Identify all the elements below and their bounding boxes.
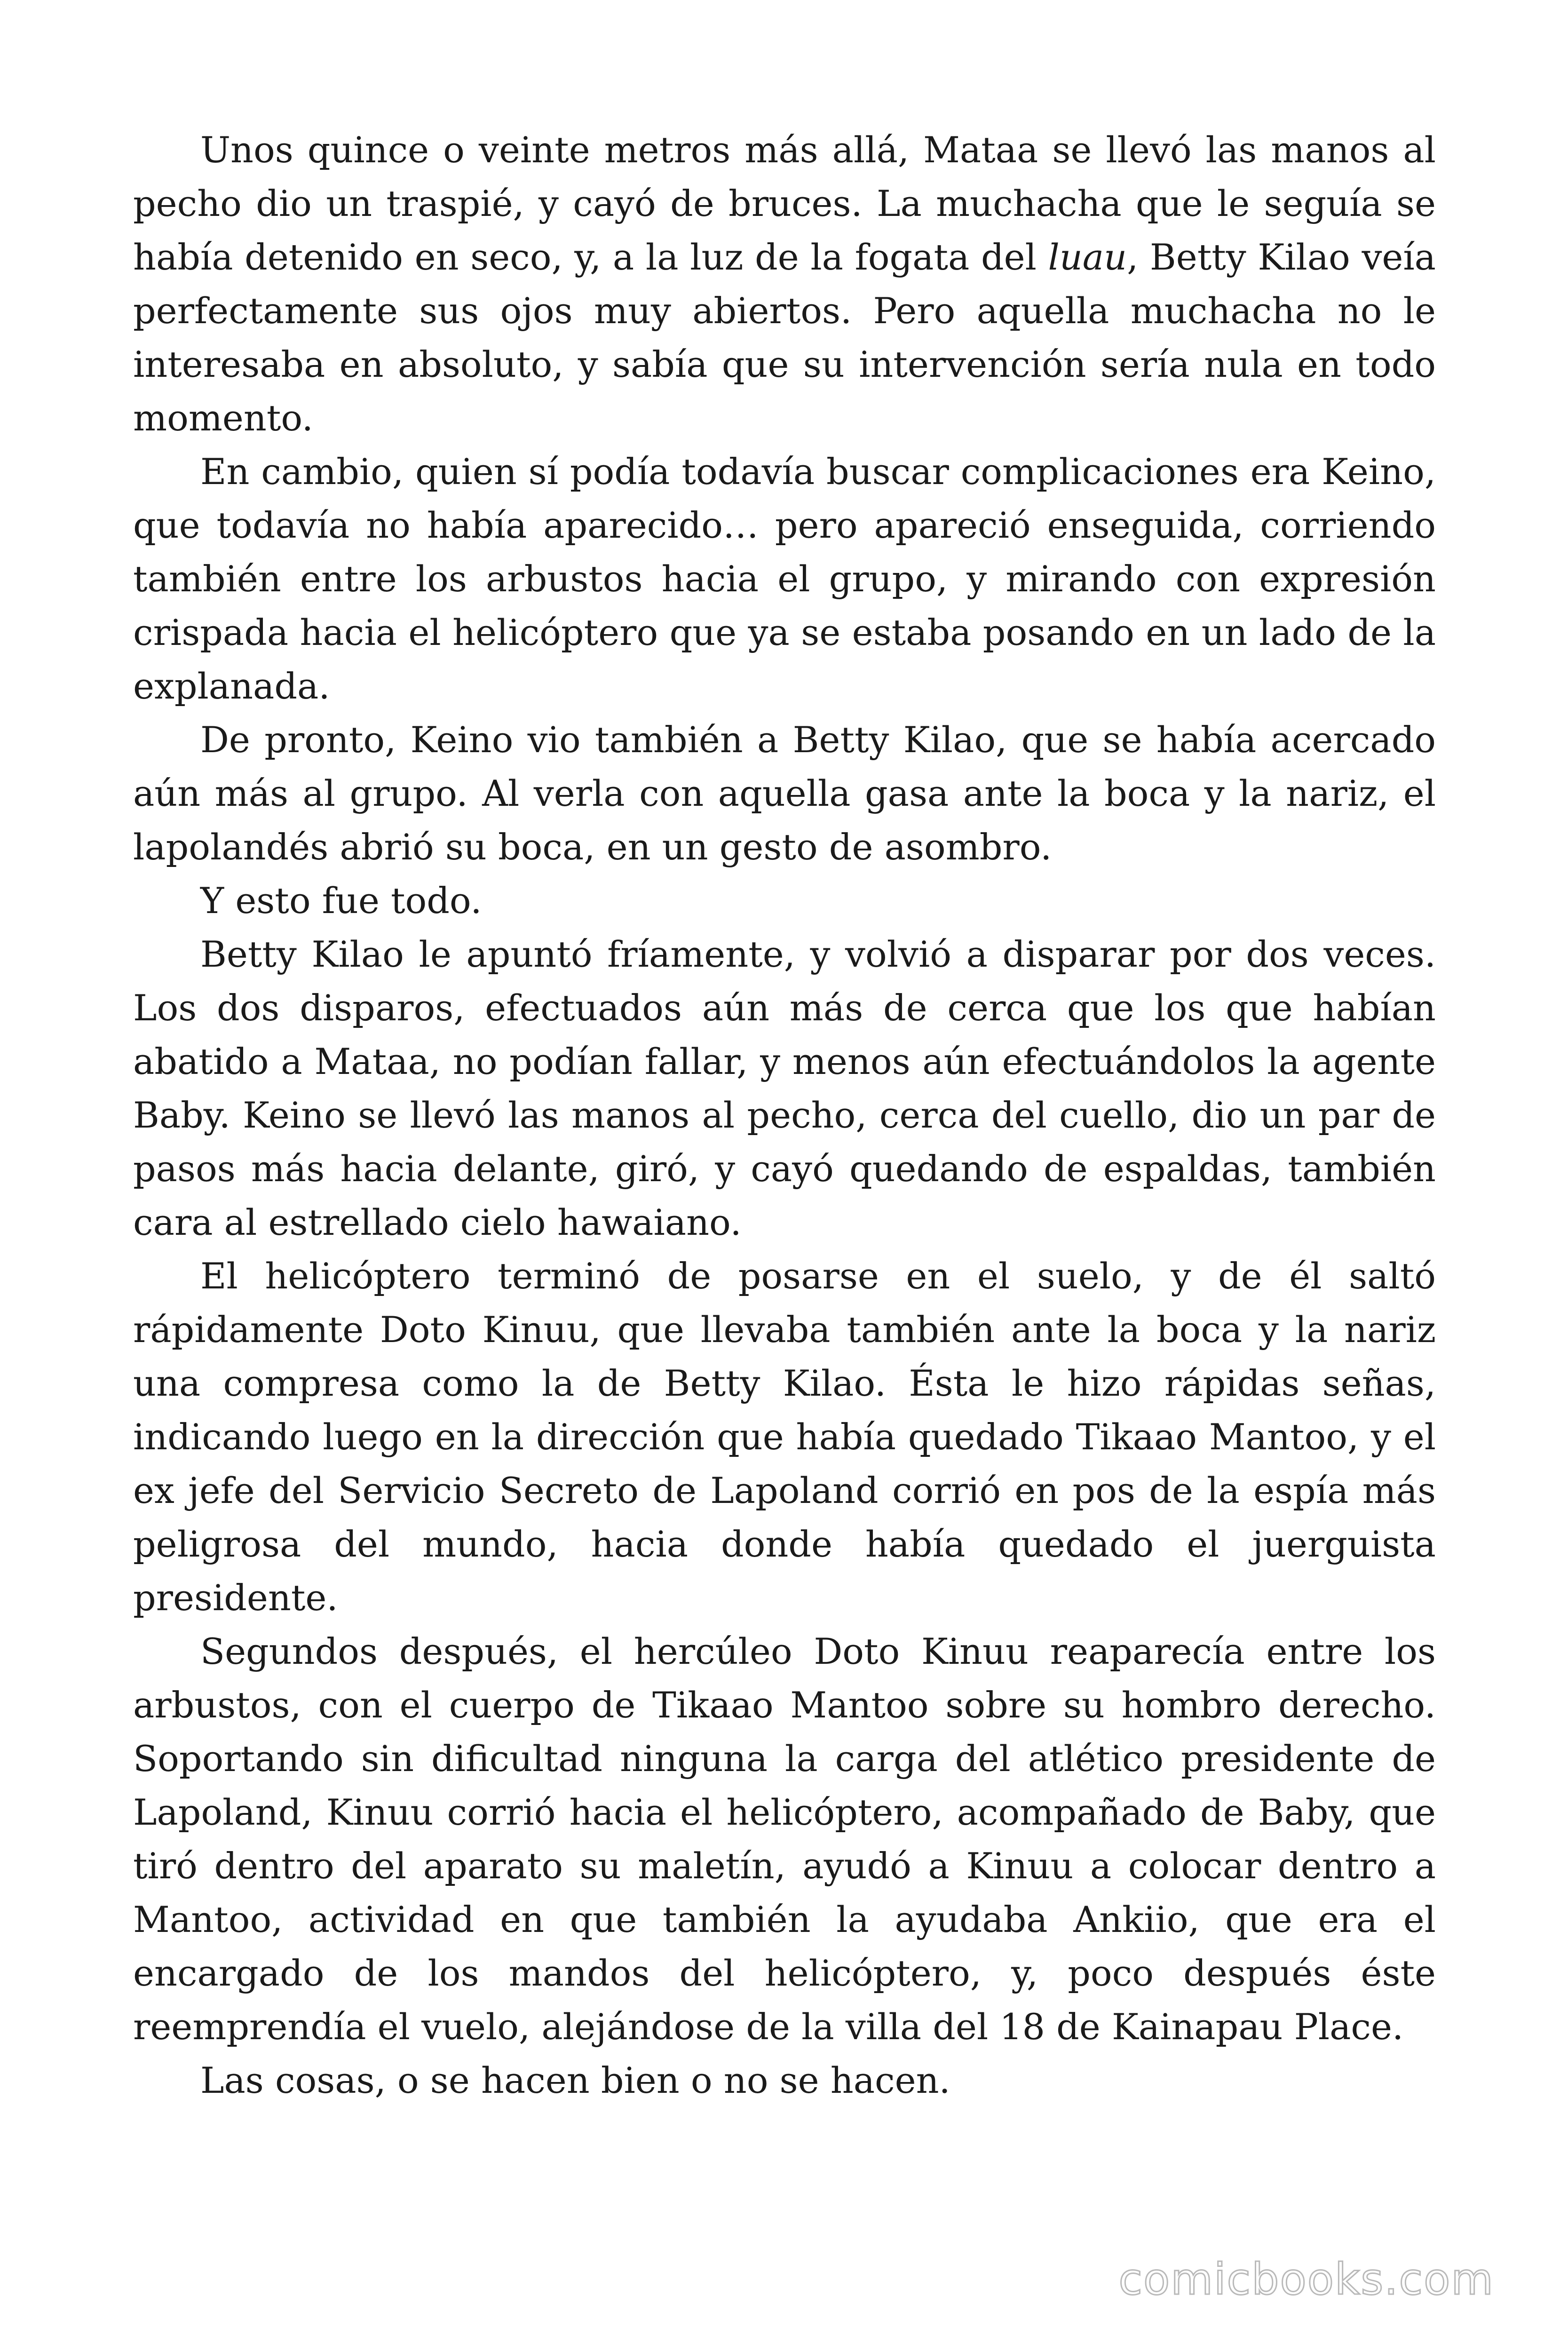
paragraph-6: El helicóptero terminó de posarse en el suelo, y de él saltó rápidamente Doto Kinuu, que llevaba también ante la boca y la nariz una compresa como la de Betty Kilao. Ésta le hizo rápidas señas, indicando luego en la dirección que había quedado Tikaao Mantoo, y el ex jefe del Servicio Secreto de Lapoland corrió en pos de la espía más peligrosa del mundo, hacia donde había quedado el juerguista presidente. xyxy=(133,1255,1436,1619)
book-page-text xyxy=(133,123,1436,2107)
paragraph-1-italic-word: luau xyxy=(1048,236,1127,278)
paragraph-3: De pronto, Keino vio también a Betty Kilao, que se había acercado aún más al grupo. Al verla con aquella gasa ante la boca y la nariz, el lapolandés abrió su boca, en un gesto de asombro. xyxy=(133,719,1436,868)
paragraph-7: Segundos después, el hercúleo Doto Kinuu reaparecía entre los arbustos, con el cuerpo de Tikaao Mantoo sobre su hombro derecho. Soportando sin dificultad ninguna la carga del atlético presidente de Lapoland, Kinuu corrió hacia el helicóptero, acompañado de Baby, que tiró dentro del aparato su maletín, ayudó a Kinuu a colocar dentro a Mantoo, actividad en que también la ayudaba Ankiio, que era el encargado de los mandos del helicóptero, y, poco después éste reemprendía el vuelo, alejándose de la villa del 18 de Kainapau Place. xyxy=(133,1630,1436,2048)
paragraph-4: Y esto fue todo. xyxy=(200,880,482,922)
paragraph-8: Las cosas, o se hacen bien o no se hacen. xyxy=(200,2059,950,2101)
paragraph-1-part-2: , Betty Kilao veía perfectamente sus ojos muy abiertos. Pero aquella muchacha no le interesaba en absoluto, y sabía que su intervención sería nula en todo momento. xyxy=(133,236,1436,439)
watermark: comicbooks.com xyxy=(1118,2254,1494,2304)
paragraph-2: En cambio, quien sí podía todavía buscar complicaciones era Keino, que todavía no había aparecido… pero apareció enseguida, corriendo también entre los arbustos hacia el grupo, y mirando con expresión crispada hacia el helicóptero que ya se estaba posando en un lado de la explanada. xyxy=(133,451,1436,707)
paragraph-1 xyxy=(133,123,1436,445)
paragraph-1-part-1: Unos quince o veinte metros más allá, Mataa se llevó las manos al pecho dio un traspié, y cayó de bruces. La muchacha que le seguía se había detenido en seco, y, a la luz de la fogata del xyxy=(133,129,1436,278)
paragraph-5: Betty Kilao le apuntó fríamente, y volvió a disparar por dos veces. Los dos disparos, efectuados aún más de cerca que los que habían abatido a Mataa, no podían fallar, y menos aún efectuándolos la agente Baby. Keino se llevó las manos al pecho, cerca del cuello, dio un par de pasos más hacia delante, giró, y cayó quedando de espaldas, también cara al estrellado cielo hawaiano. xyxy=(133,933,1436,1243)
